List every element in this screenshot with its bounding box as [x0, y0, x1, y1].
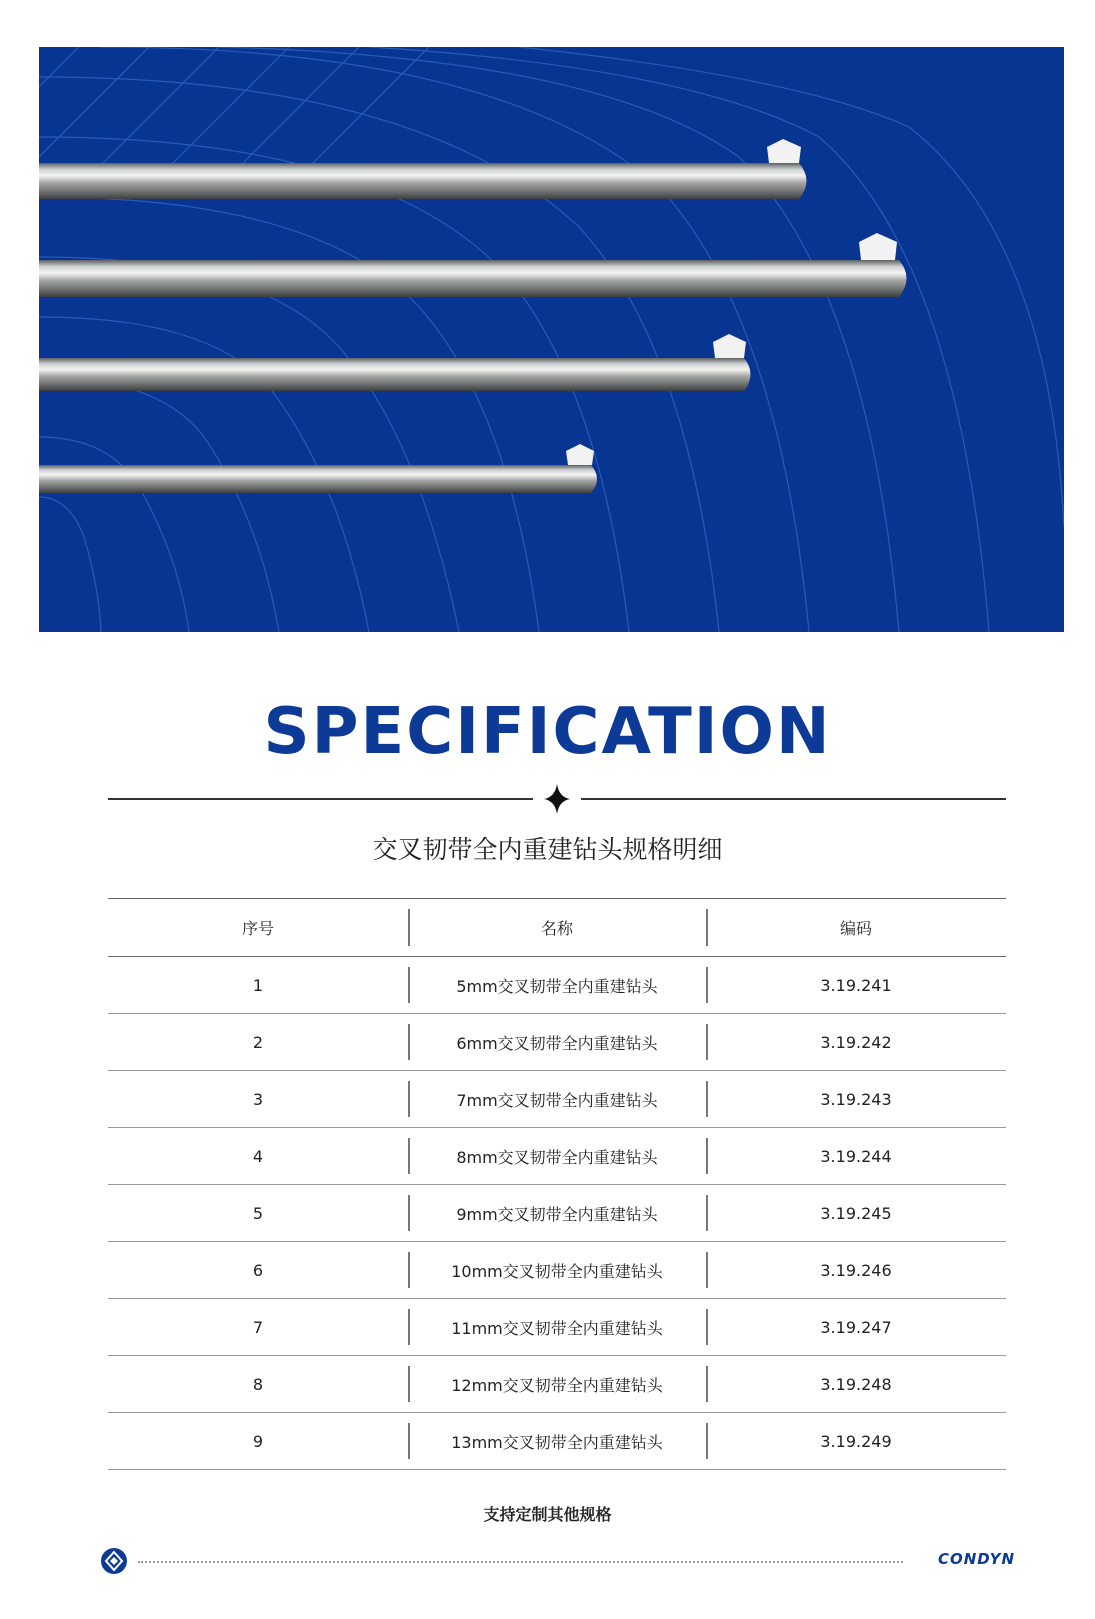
row-name: 11mm交叉韧带全内重建钻头 [408, 1299, 706, 1355]
row-code: 3.19.241 [706, 957, 1006, 1013]
page-title: SPECIFICATION [263, 695, 832, 769]
footer-dotted-line [138, 1561, 903, 1563]
row-code: 3.19.242 [706, 1014, 1006, 1070]
drill-bit-2 [39, 233, 907, 297]
drill-bit-3 [39, 334, 751, 391]
table-row [108, 1413, 1006, 1470]
row-name: 9mm交叉韧带全内重建钻头 [408, 1185, 706, 1241]
spec-table [108, 898, 1006, 1470]
page-subtitle: 交叉韧带全内重建钻头规格明细 [372, 835, 723, 864]
header-index: 序号 [241, 919, 274, 938]
row-index: 9 [252, 1431, 264, 1451]
table-row [108, 1014, 1006, 1071]
custom-spec-note: 支持定制其他规格 [483, 1505, 612, 1524]
table-row [108, 1071, 1006, 1128]
row-index: 4 [252, 1146, 264, 1166]
table-row [108, 1356, 1006, 1413]
row-name: 6mm交叉韧带全内重建钻头 [408, 1014, 706, 1070]
table-row [108, 1299, 1006, 1356]
row-code: 3.19.247 [706, 1299, 1006, 1355]
drill-bit-1 [39, 139, 807, 199]
hero-image [39, 47, 1064, 632]
table-header-row [108, 899, 1006, 957]
table-row [108, 957, 1006, 1014]
header-name: 名称 [408, 899, 706, 956]
title-divider [108, 784, 1006, 814]
row-index: 1 [252, 975, 264, 995]
table-row [108, 1185, 1006, 1242]
row-index: 7 [252, 1317, 264, 1337]
row-index: 3 [252, 1089, 264, 1109]
row-index: 2 [252, 1032, 264, 1052]
row-code: 3.19.246 [706, 1242, 1006, 1298]
header-code: 编码 [706, 899, 1006, 956]
row-name: 10mm交叉韧带全内重建钻头 [408, 1242, 706, 1298]
row-name: 12mm交叉韧带全内重建钻头 [408, 1356, 706, 1412]
row-code: 3.19.249 [706, 1413, 1006, 1469]
footer [100, 1545, 1015, 1577]
row-index: 8 [252, 1374, 264, 1394]
table-row [108, 1128, 1006, 1185]
row-name: 5mm交叉韧带全内重建钻头 [408, 957, 706, 1013]
row-code: 3.19.243 [706, 1071, 1006, 1127]
row-code: 3.19.248 [706, 1356, 1006, 1412]
row-index: 5 [252, 1203, 264, 1223]
drill-bit-4 [39, 444, 597, 493]
row-name: 7mm交叉韧带全内重建钻头 [408, 1071, 706, 1127]
table-row [108, 1242, 1006, 1299]
brand-name: CONDYN [937, 1550, 1015, 1568]
sparkle-icon [544, 784, 570, 814]
row-name: 13mm交叉韧带全内重建钻头 [408, 1413, 706, 1469]
row-index: 6 [252, 1260, 264, 1280]
condyn-logo-icon [100, 1547, 128, 1575]
row-name: 8mm交叉韧带全内重建钻头 [408, 1128, 706, 1184]
row-code: 3.19.245 [706, 1185, 1006, 1241]
row-code: 3.19.244 [706, 1128, 1006, 1184]
